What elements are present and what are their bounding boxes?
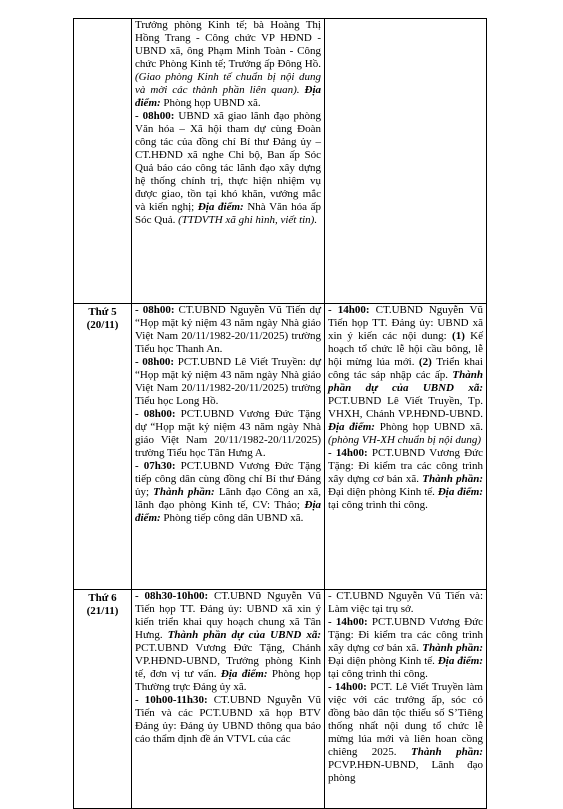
- text-run: PCT.UBND Vương Đức Tặng: Đi kiểm tra các công trình xây dựng cơ bản xã.: [328, 447, 483, 485]
- afternoon-cell: [325, 19, 487, 304]
- text-run: CT.UBND Nguyễn Vũ Tiến họp TT. Đảng ủy: UBND xã xin ý kiến triển khai quy hoạch chung xã Tân Hưng.: [135, 590, 321, 641]
- schedule-entry: [328, 681, 483, 785]
- day-label: Thứ 6: [88, 592, 117, 604]
- schedule-table: [73, 18, 487, 809]
- text-run: - 08h00:: [135, 304, 179, 316]
- text-run: Trưởng phòng Kinh tế; bà Hoàng Thị Hồng Trang - Công chức VP HĐND - UBND xã, ông Phạm Minh Toàn - Công chức Phòng Kinh tế; Trưởng ấp Đông Hồ.: [135, 19, 321, 70]
- schedule-entry: [135, 304, 321, 356]
- text-run: CT.UBND Nguyễn Vũ Tiến họp TT. Đảng ủy: UBND xã xin ý kiến các nội dung:: [328, 304, 483, 342]
- text-run: Kế hoạch tổ chức lễ hội cầu bông, lễ hội mừng lúa mới.: [328, 330, 483, 368]
- schedule-entry: [328, 304, 483, 447]
- text-run: Phòng họp Thường trực Đảng ủy xã.: [135, 668, 321, 693]
- text-run: - CT.UBND Nguyễn Vũ Tiến và: Làm việc tại trụ sở.: [328, 590, 483, 615]
- schedule-entry: [328, 616, 483, 681]
- text-run: (2): [418, 356, 437, 368]
- text-run: PCT. Lê Viết Truyền làm việc với các trưởng ấp, sóc có đồng bào dân tộc thiểu số S’Tiêng thống nhất nội dung tổ chức lễ mừng lúa mới và liên hoan cồng chiêng 2025.: [328, 681, 483, 758]
- text-run: Địa điểm:: [328, 421, 380, 433]
- day-date: (21/11): [86, 605, 119, 617]
- text-run: PCT.UBND Lê Viết Truyền: dự “Họp mặt kỷ niệm 43 năm ngày Nhà giáo Việt Nam 20/11/1982-20/11/2025) trường Tiểu học Long Hồ.: [135, 356, 321, 407]
- text-run: PCT.UBND Vương Đức Tặng tiếp công dân cùng đồng chí Bí thư Đảng ủy;: [135, 460, 321, 498]
- text-run: Đại diện phòng Kinh tế.: [328, 486, 438, 498]
- schedule-entry: [135, 19, 321, 110]
- afternoon-cell: [325, 304, 487, 590]
- text-run: Lãnh đạo Công an xã, lãnh đạo phòng Kinh tế, CV: Thảo;: [135, 486, 321, 511]
- schedule-entry: [135, 460, 321, 525]
- text-run: Thành phần:: [153, 486, 219, 498]
- text-run: (Giao phòng Kinh tế chuẩn bị nội dung và mời các thành phần liên quan).: [135, 71, 321, 96]
- text-run: - 14h00:: [328, 616, 372, 628]
- text-run: Thành phần:: [422, 473, 483, 485]
- text-run: PCT.UBND Vương Đức Tặng dự “Họp mặt kỷ niệm 43 năm ngày Nhà giáo Việt Nam 20/11/1982-20/11/2025) trường Tiểu học Tân Hưng A.: [135, 408, 321, 459]
- text-run: Địa điểm:: [197, 201, 248, 213]
- text-run: - 10h00-11h30:: [135, 694, 214, 706]
- text-run: - 14h00:: [328, 681, 371, 693]
- text-run: Địa điểm:: [437, 655, 483, 667]
- morning-cell: [132, 304, 325, 590]
- text-run: CT.UBND Nguyễn Vũ Tiến và các PCT.UBND xã họp BTV Đảng ủy: Đảng ủy UBND thông qua báo cáo thẩm định đề án VTVL của các: [135, 694, 322, 745]
- text-run: (TTDVTH xã ghi hình, viết tin).: [178, 214, 318, 226]
- text-run: Thành phần:: [422, 642, 483, 654]
- text-run: (1): [452, 330, 471, 342]
- text-run: Phòng họp UBND xã.: [163, 97, 261, 109]
- text-run: - 14h00:: [328, 447, 372, 459]
- text-run: - 08h00:: [135, 408, 181, 420]
- table-row: [74, 304, 487, 590]
- text-run: PCVP.HĐN-UBND, Lãnh đạo phòng: [328, 759, 483, 784]
- table-row: [74, 590, 487, 809]
- text-run: CT.UBND Nguyễn Vũ Tiến dự “Họp mặt kỷ niệm 43 năm ngày Nhà giáo Việt Nam 20/11/1982-20/11/2025) trường Tiểu học Thanh An.: [135, 304, 321, 355]
- morning-cell: [132, 19, 325, 304]
- day-cell: [74, 304, 132, 590]
- schedule-entry: [328, 447, 483, 512]
- text-run: UBND xã giao lãnh đạo phòng Văn hóa – Xã hội tham dự cùng Đoàn công tác của đồng chí Bí thư Đảng ủy – CT.HĐND xã nghe Chi bộ, Ban ấp Sóc Quả báo cáo công tác lãnh đạo xây dựng hệ thống chính trị, thực hiện nhiệm vụ được giao, tồn tại khó khăn, vướng mắc và kiến nghị;: [135, 110, 321, 213]
- table-row: [74, 19, 487, 304]
- text-run: Thành phần dự của UBND xã:: [167, 629, 322, 641]
- morning-cell: [132, 590, 325, 809]
- day-cell: [74, 590, 132, 809]
- text-run: Địa điểm:: [135, 84, 321, 109]
- text-run: Thành phần:: [411, 746, 483, 758]
- text-run: tại công trình thi công.: [328, 499, 428, 511]
- text-run: Thành phần dự của UBND xã:: [328, 369, 483, 394]
- text-run: Địa điểm:: [437, 486, 483, 498]
- schedule-entry: [135, 356, 321, 408]
- schedule-body: [74, 19, 487, 809]
- text-run: Đại diện phòng Kinh tế.: [328, 655, 438, 667]
- text-run: Triển khai công tác sáp nhập các ấp.: [328, 356, 483, 381]
- text-run: - 08h30-10h00:: [135, 590, 214, 602]
- text-run: PCT.UBND Vương Đức Tặng, Chánh VP.HĐND-UBND, Trưởng phòng Kinh tế, đơn vị tư vấn.: [135, 642, 321, 680]
- text-run: Địa điểm:: [135, 499, 321, 524]
- day-date: (20/11): [86, 319, 119, 331]
- day-label: Thứ 5: [88, 306, 117, 318]
- text-run: - 08h00:: [135, 356, 178, 368]
- text-run: Phòng tiếp công dân UBND xã.: [163, 512, 304, 524]
- schedule-entry: [135, 408, 321, 460]
- text-run: - 14h00:: [328, 304, 376, 316]
- text-run: PCT.UBND Vương Đức Tặng: Đi kiểm tra các công trình xây dựng cơ bản xã.: [328, 616, 483, 654]
- day-cell: [74, 19, 132, 304]
- text-run: Địa điểm:: [220, 668, 272, 680]
- afternoon-cell: [325, 590, 487, 809]
- text-run: - 08h00:: [135, 110, 179, 122]
- text-run: tại công trình thi công.: [328, 668, 428, 680]
- schedule-entry: [135, 694, 321, 746]
- text-run: - 07h30:: [135, 460, 181, 472]
- text-run: PCT.UBND Lê Viết Truyền, Tp. VHXH, Chánh VP.HĐND-UBND.: [328, 395, 483, 420]
- text-run: Phòng họp UBND xã.: [379, 421, 483, 433]
- text-run: Nhà Văn hóa ấp Sóc Quả.: [135, 201, 321, 226]
- text-run: (phòng VH-XH chuẩn bị nội dung): [328, 434, 482, 446]
- schedule-entry: [328, 590, 483, 616]
- schedule-entry: [135, 110, 321, 227]
- schedule-entry: [135, 590, 321, 694]
